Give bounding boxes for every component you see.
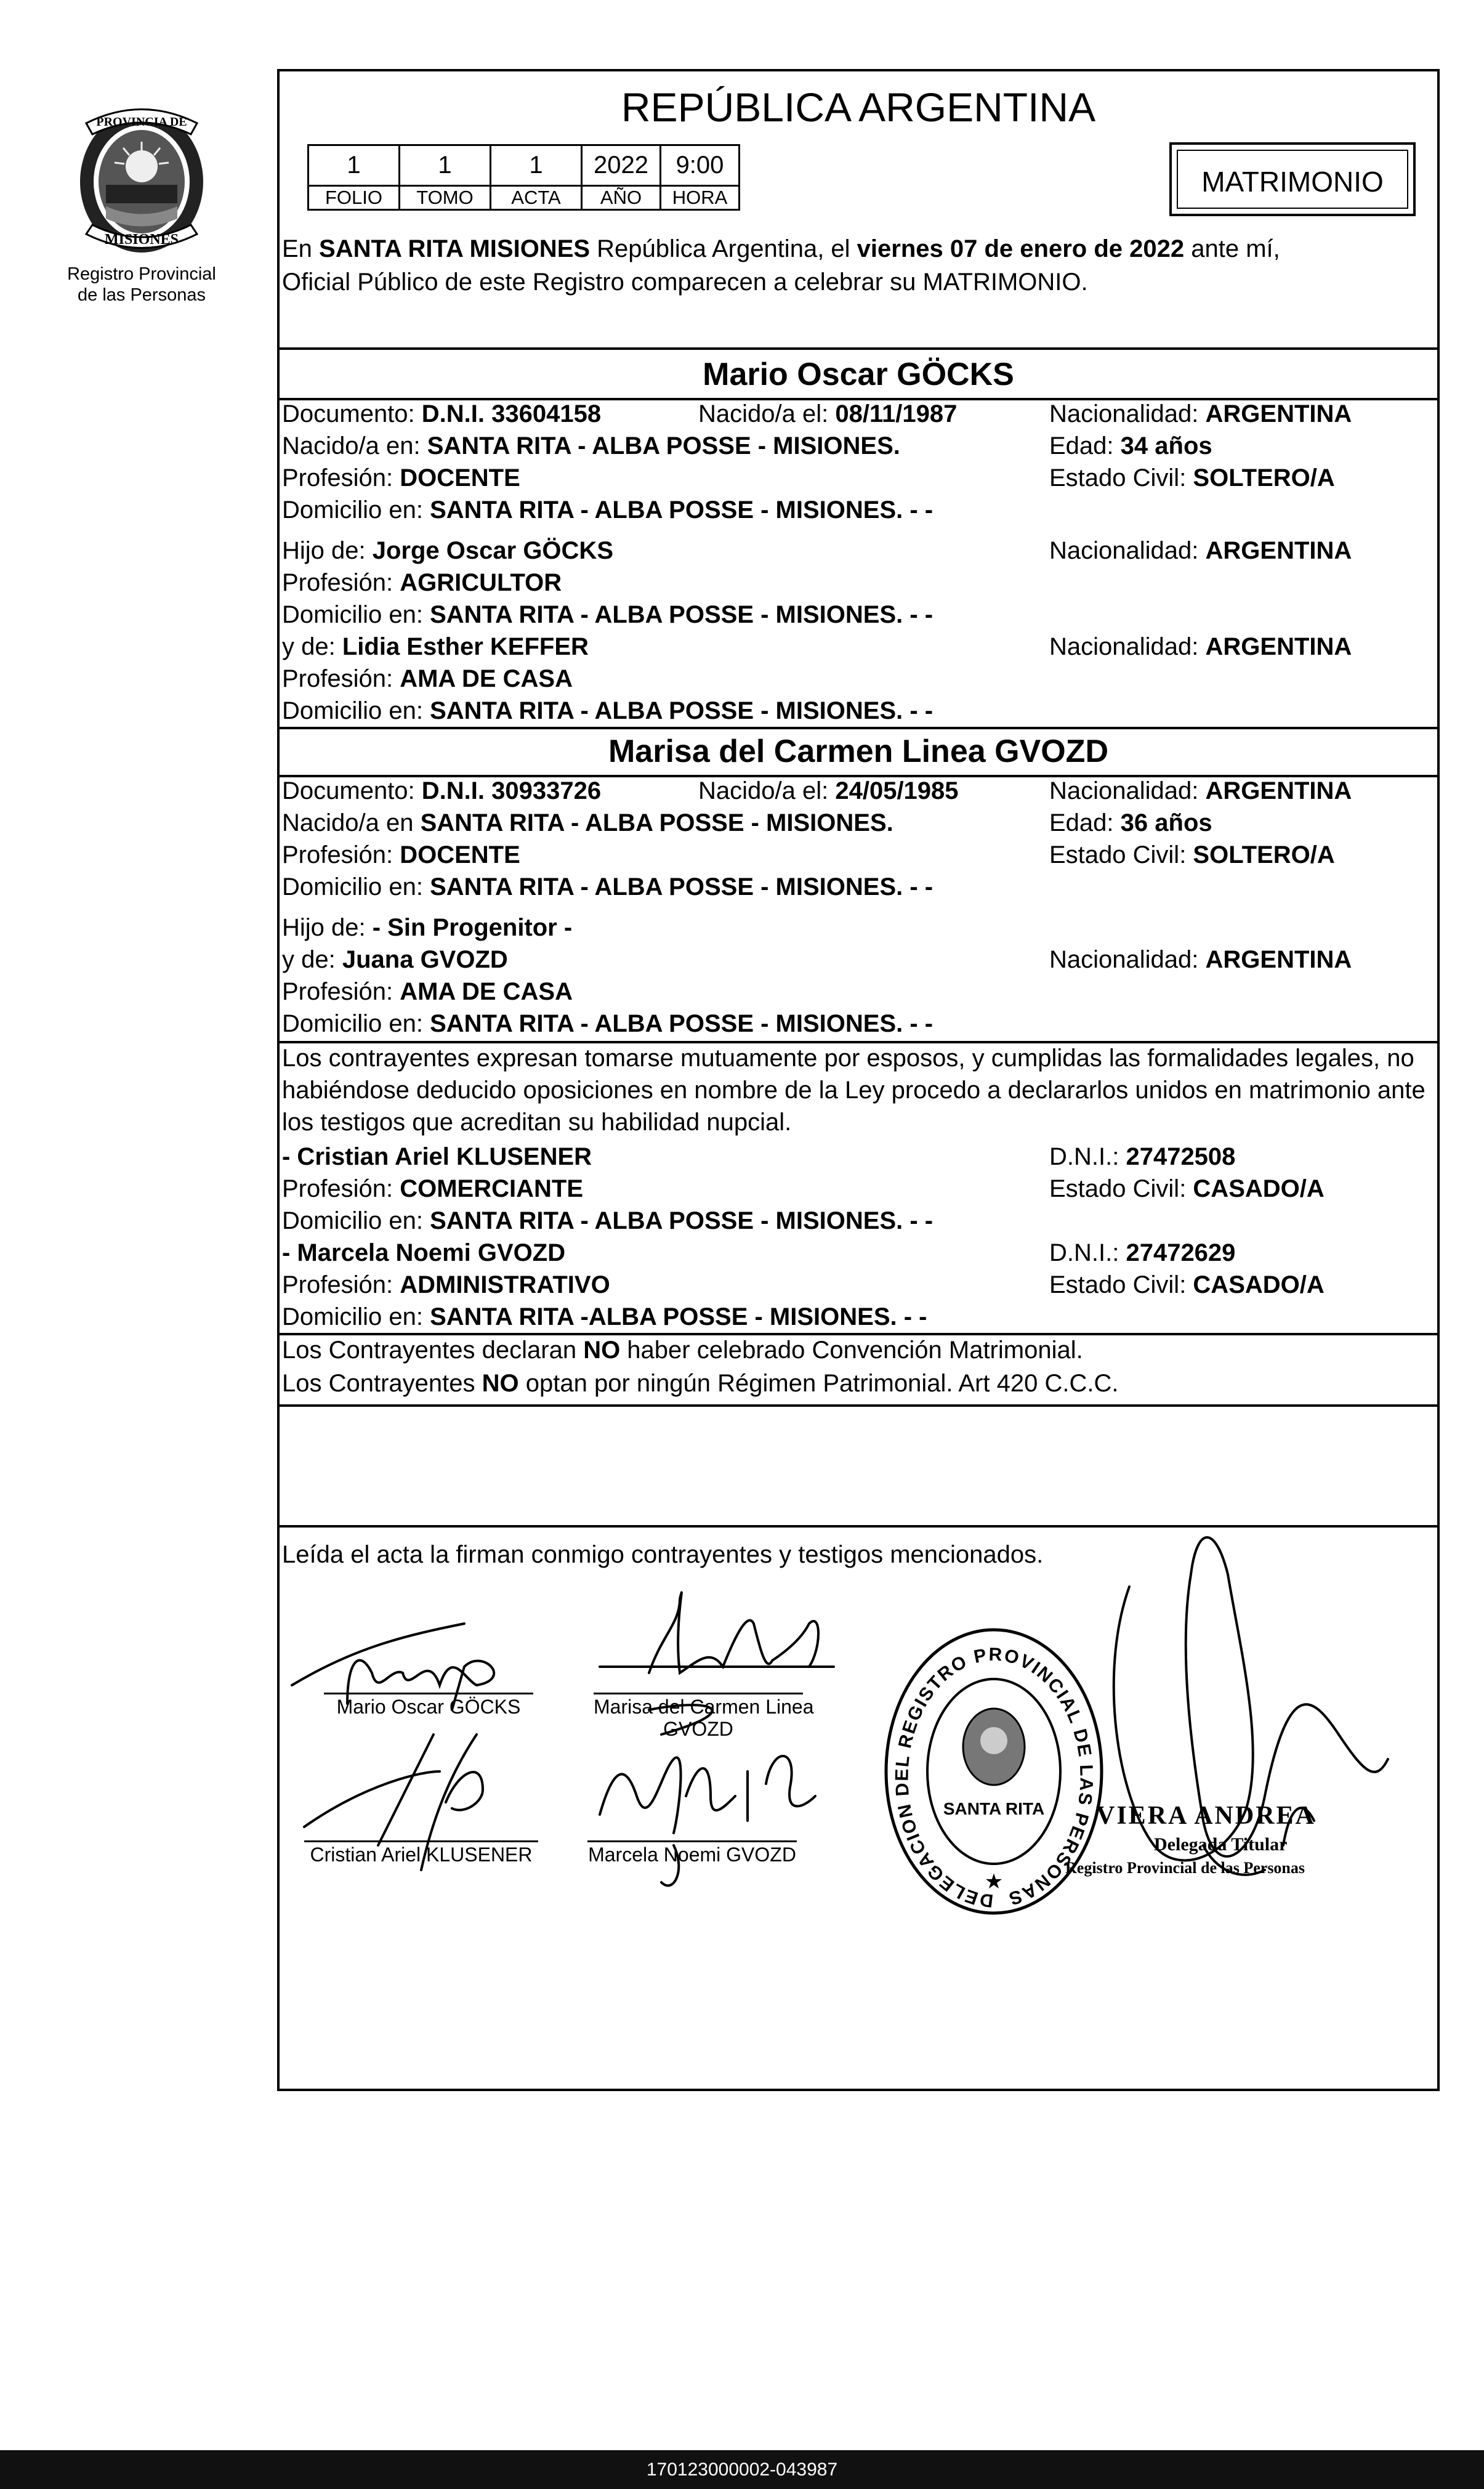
groom-age: Edad: 34 años <box>1049 432 1212 459</box>
witness-1-profession: Profesión: COMERCIANTE <box>282 1175 583 1202</box>
groom-mother-profession: Profesión: AMA DE CASA <box>282 665 573 692</box>
misiones-coat-of-arms-logo <box>68 99 216 259</box>
witness-1-address: Domicilio en: SANTA RITA - ALBA POSSE - MISIONES. - - <box>282 1207 934 1234</box>
witness-2-civil-status: Estado Civil: CASADO/A <box>1049 1271 1325 1298</box>
groom-mother: y de: Lidia Esther KEFFER <box>282 633 589 660</box>
divider <box>280 1404 1437 1407</box>
groom-mother-address: Domicilio en: SANTA RITA - ALBA POSSE - MISIONES. - - <box>282 697 934 724</box>
witness-2-dni: D.N.I.: 27472629 <box>1049 1239 1236 1266</box>
hour-value: 9:00 <box>661 145 740 186</box>
groom-birthdate: Nacido/a el: 08/11/1987 <box>698 400 958 427</box>
regime-line-1: Los Contrayentes declaran NO haber celebrado Convención Matrimonial. <box>282 1337 1083 1364</box>
groom-father: Hijo de: Jorge Oscar GÖCKS <box>282 537 613 564</box>
signature-label-bride: Marisa del Carmen Linea GVOZD <box>594 1693 803 1740</box>
divider <box>280 1041 1437 1043</box>
marriage-certificate-frame <box>277 69 1440 2091</box>
groom-name: Mario Oscar GÖCKS <box>703 357 1014 392</box>
bride-father: Hijo de: - Sin Progenitor - <box>282 914 573 941</box>
witness-2-profession: Profesión: ADMINISTRATIVO <box>282 1271 610 1298</box>
intro-line-1: En SANTA RITA MISIONES República Argentina, el viernes 07 de enero de 2022 ante mí, <box>282 235 1280 262</box>
official-name: VIERA ANDREA <box>1096 1802 1316 1830</box>
intro-line-2: Oficial Público de este Registro comparecen a celebrar su MATRIMONIO. <box>282 269 1088 296</box>
signature-label-witness-1: Cristian Ariel KLUSENER <box>304 1840 538 1866</box>
acta-value: 1 <box>491 145 582 186</box>
svg-text:PROVINCIA DE: PROVINCIA DE <box>96 115 187 129</box>
groom-father-profession: Profesión: AGRICULTOR <box>282 569 562 596</box>
closing-statement: Leída el acta la firman conmigo contrayentes y testigos mencionados. <box>282 1541 1044 1568</box>
witness-1-name: - Cristian Ariel KLUSENER <box>282 1143 592 1170</box>
groom-father-address: Domicilio en: SANTA RITA - ALBA POSSE - MISIONES. - - <box>282 601 934 628</box>
svg-text:★: ★ <box>984 1869 1004 1894</box>
official-organization: Registro Provincial de las Personas <box>1065 1859 1305 1877</box>
declaration-line-3: los testigos que acreditan su habilidad nupcial. <box>282 1109 792 1136</box>
declaration-line-1: Los contrayentes expresan tomarse mutuamente por esposos, y cumplidas las formalidades legales, no <box>282 1045 1414 1072</box>
groom-civil-status: Estado Civil: SOLTERO/A <box>1049 464 1335 492</box>
divider <box>280 1333 1437 1335</box>
hour-label: HORA <box>661 186 740 210</box>
year-value: 2022 <box>582 145 661 186</box>
signature-label-groom: Mario Oscar GÖCKS <box>324 1693 533 1718</box>
groom-document: Documento: D.N.I. 33604158 <box>282 400 602 427</box>
bride-birthplace: Nacido/a en SANTA RITA - ALBA POSSE - MISIONES. <box>282 809 893 836</box>
divider <box>280 1525 1437 1528</box>
groom-profession: Profesión: DOCENTE <box>282 464 520 492</box>
groom-address: Domicilio en: SANTA RITA - ALBA POSSE - MISIONES. - - <box>282 496 934 524</box>
document-barcode-number: 170123000002-043987 <box>0 2450 1484 2489</box>
svg-text:SANTA RITA: SANTA RITA <box>943 1799 1045 1818</box>
certificate-type-box <box>1169 142 1416 216</box>
bride-birthdate: Nacido/a el: 24/05/1985 <box>698 777 959 804</box>
groom-mother-nationality: Nacionalidad: ARGENTINA <box>1049 633 1352 660</box>
official-role: Delegada Titular <box>1154 1834 1288 1855</box>
groom-father-nationality: Nacionalidad: ARGENTINA <box>1049 537 1352 564</box>
document-title: REPÚBLICA ARGENTINA <box>621 84 1096 130</box>
regime-line-2: Los Contrayentes NO optan por ningún Régimen Patrimonial. Art 420 C.C.C. <box>282 1370 1119 1397</box>
registry-label <box>43 264 240 306</box>
bride-document: Documento: D.N.I. 30933726 <box>282 777 602 804</box>
bride-nationality: Nacionalidad: ARGENTINA <box>1049 777 1352 804</box>
year-label: AÑO <box>582 186 661 210</box>
witness-2-name: - Marcela Noemi GVOZD <box>282 1239 566 1266</box>
tomo-label: TOMO <box>400 186 491 210</box>
folio-value: 1 <box>308 145 400 186</box>
bride-civil-status: Estado Civil: SOLTERO/A <box>1049 841 1335 868</box>
divider <box>280 727 1437 729</box>
folio-label: FOLIO <box>308 186 400 210</box>
registry-label-line1: Registro Provincial <box>67 264 216 284</box>
certificate-type: MATRIMONIO <box>1177 150 1408 209</box>
bride-address: Domicilio en: SANTA RITA - ALBA POSSE - MISIONES. - - <box>282 873 934 900</box>
bride-mother-profession: Profesión: AMA DE CASA <box>282 978 573 1005</box>
bride-profession: Profesión: DOCENTE <box>282 841 520 868</box>
registry-label-line2: de las Personas <box>78 285 206 305</box>
bride-age: Edad: 36 años <box>1049 809 1212 836</box>
groom-nationality: Nacionalidad: ARGENTINA <box>1049 400 1352 427</box>
divider <box>280 347 1437 350</box>
svg-text:DELEGACION DEL REGISTRO PROVIN: DELEGACION DEL REGISTRO PROVINCIAL DE LAS PERSONAS <box>892 1644 1097 1911</box>
signature-label-witness-2: Marcela Noemi GVOZD <box>587 1840 797 1866</box>
folio-grid <box>307 144 740 211</box>
tomo-value: 1 <box>400 145 491 186</box>
witness-1-civil-status: Estado Civil: CASADO/A <box>1049 1175 1325 1202</box>
svg-text:MISIONES: MISIONES <box>104 232 179 248</box>
declaration-line-2: habiéndose deducido oposiciones en nombre de la Ley procedo a declararlos unidos en matrimonio ante <box>282 1077 1426 1104</box>
bride-mother-address: Domicilio en: SANTA RITA - ALBA POSSE - MISIONES. - - <box>282 1010 934 1037</box>
bride-mother: y de: Juana GVOZD <box>282 946 508 973</box>
witness-2-address: Domicilio en: SANTA RITA -ALBA POSSE - MISIONES. - - <box>282 1303 927 1330</box>
groom-birthplace: Nacido/a en: SANTA RITA - ALBA POSSE - MISIONES. <box>282 432 900 459</box>
bride-mother-nationality: Nacionalidad: ARGENTINA <box>1049 946 1352 973</box>
acta-label: ACTA <box>491 186 582 210</box>
witness-1-dni: D.N.I.: 27472508 <box>1049 1143 1236 1170</box>
bride-name: Marisa del Carmen Linea GVOZD <box>608 734 1109 769</box>
